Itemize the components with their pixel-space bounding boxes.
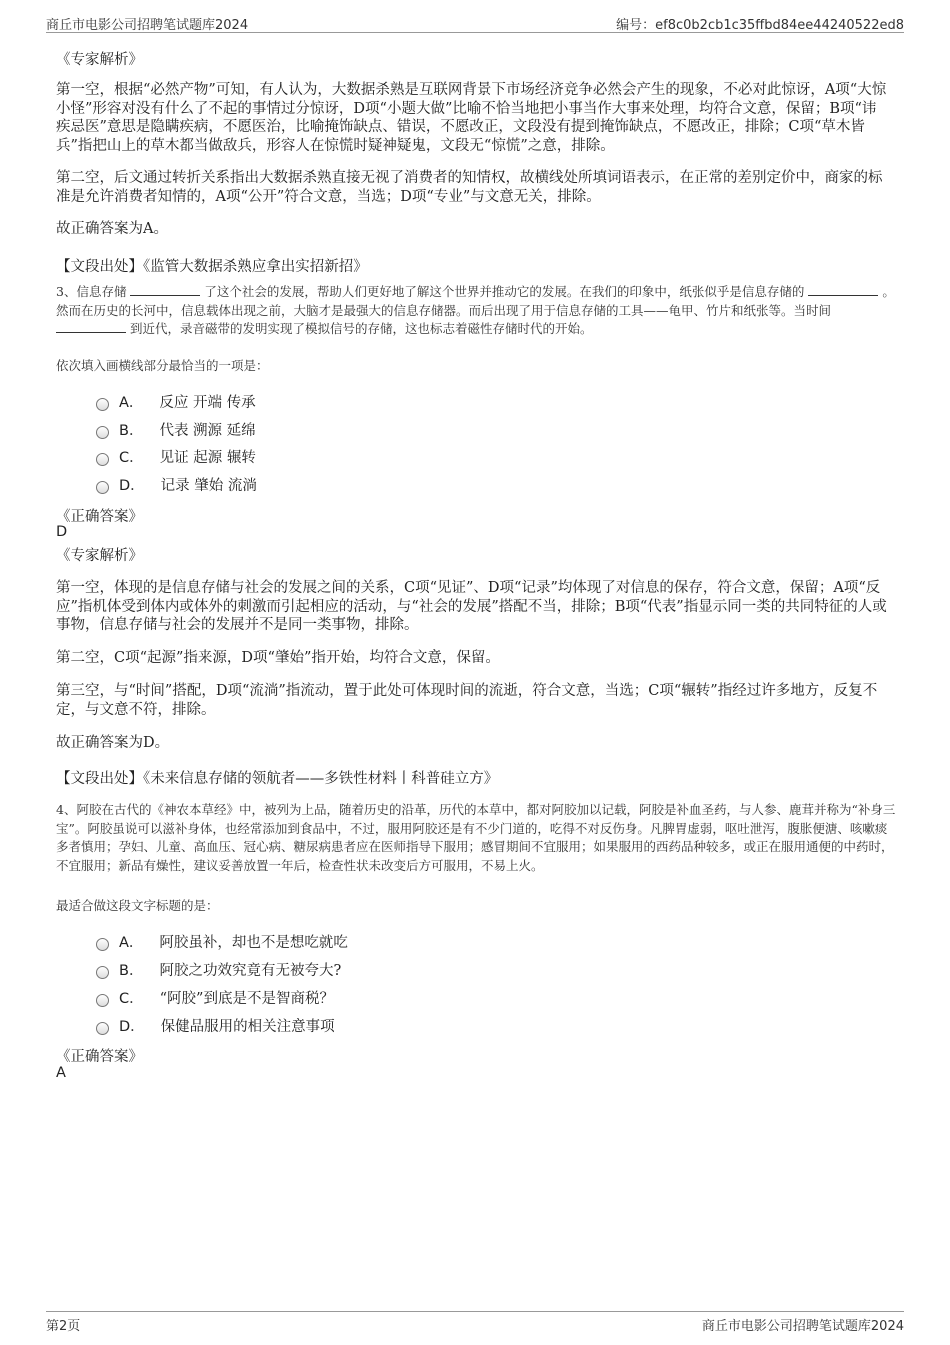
stem-text: 到近代，录音磁带的发明实现了模拟信号的存储，这也标志着磁性存储时代的开始。	[129, 321, 593, 336]
option-c[interactable]	[96, 446, 256, 467]
answer-conclusion: 故正确答案为A。	[56, 221, 168, 237]
source-citation: 【文段出处】《监管大数据杀熟应拿出实招新招》	[56, 259, 368, 275]
analysis-label: 《专家解析》	[56, 52, 143, 68]
analysis-paragraph: 第一空，体现的是信息存储与社会的发展之间的关系，C项“见证”、D项“记录”均体现了对信息的保存，符合文意，保留；A项“反应”指机体受到体内或体外的刺激而引起相应的活动，与“社会的发展”搭配不当，排除；B项“代表”指显示同一类的共同特征的人或事物，信息存储与社会的发展并不是同一类事物，排除。	[56, 580, 887, 633]
page-number: 第2页	[46, 1319, 81, 1334]
option-text: 阿胶虽补，却也不是想吃就吃	[159, 935, 348, 951]
option-d[interactable]	[96, 474, 257, 495]
question-stem: 4、阿胶在古代的《神农本草经》中，被列为上品，随着历史的沿革，历代的本草中，都对阿胶加以记载，阿胶是补血圣药，与人参、鹿茸并称为“补身三宝”。阿胶虽说可以滋补身体，也经常添加到食品中，不过，服用阿胶还是有不少门道的，吃得不对反伤身。凡脾胃虚弱，呕吐泄泻，腹胀便溏、咳嗽痰多者慎用；孕妇、儿童、高血压、冠心病、糖尿病患者应在医师指导下服用；感冒期间不宜服用；如果服用的西药品种较多，或正在服用通便的中药时，不宜服用；新品有燥性，建议妥善放置一年后，检查性状未改变后方可服用，不易上火。	[56, 802, 896, 873]
answer-conclusion: 故正确答案为D。	[56, 735, 170, 751]
analysis-paragraph: 第三空，与“时间”搭配，D项“流淌”指流动，置于此处可体现时间的流逝，符合文意，当选；C项“辗转”指经过许多地方，反复不定，与文意不符，排除。	[56, 683, 878, 718]
radio-icon[interactable]	[96, 938, 109, 951]
option-key: B．	[119, 423, 144, 439]
stem-text: 3、信息存储	[56, 284, 127, 299]
radio-icon[interactable]	[96, 481, 109, 494]
radio-icon[interactable]	[96, 966, 109, 979]
option-text: 保健品服用的相关注意事项	[160, 1019, 335, 1035]
option-key: B．	[119, 963, 144, 979]
answer-value: D	[56, 524, 68, 540]
header-title: 商丘市电影公司招聘笔试题库2024	[46, 18, 249, 33]
header-serial: 编号：ef8c0b2cb1c35ffbd84ee44240522ed8	[616, 18, 904, 33]
answer-label: 《正确答案》	[56, 1049, 143, 1065]
option-d[interactable]	[96, 1015, 335, 1036]
page-footer	[46, 1311, 904, 1334]
option-text: 阿胶之功效究竟有无被夸大?	[159, 963, 342, 979]
question-prompt: 依次填入画横线部分最恰当的一项是：	[56, 358, 269, 373]
option-a[interactable]	[96, 931, 348, 952]
radio-icon[interactable]	[96, 426, 109, 439]
option-b[interactable]	[96, 419, 256, 440]
option-text: 代表 溯源 延绵	[159, 423, 256, 439]
radio-icon[interactable]	[96, 994, 109, 1007]
option-key: A．	[119, 935, 144, 951]
option-key: D．	[119, 478, 145, 494]
option-key: C．	[119, 450, 144, 466]
option-text: “阿胶”到底是不是智商税？	[159, 991, 334, 1007]
stem-text: 了这个社会的发展，帮助人们更好地了解这个世界并推动它的发展。在我们的印象中，纸张似乎是信息存储的	[204, 284, 805, 299]
analysis-paragraph: 第二空，后文通过转折关系指出大数据杀熟直接无视了消费者的知情权，故横线处所填词语表示，在正常的差别定价中，商家的标准是允许消费者知情的，A项“公开”符合文意，当选；D项“专业”与文意无关，排除。	[56, 170, 883, 205]
radio-icon[interactable]	[96, 398, 109, 411]
question-prompt: 最适合做这段文字标题的是：	[56, 898, 219, 913]
fill-blank	[130, 283, 200, 296]
analysis-paragraph: 第一空，根据“必然产物”可知，有人认为，大数据杀熟是互联网背景下市场经济竞争必然会产生的现象，不必对此惊讶，A项“大惊小怪”形容对没有什么了不起的事情过分惊讶，D项“小题大做”比喻不恰当地把小事当作大事来处理，均符合文意，保留；B项“讳疾忌医”意思是隐瞒疾病，不愿医治，比喻掩饰缺点、错误，不愿改正，文段没有提到掩饰缺点，不愿改正，排除；C项“草木皆兵”指把山上的草木都当做敌兵，形容人在惊慌时疑神疑鬼，文段无“惊慌”之意，排除。	[56, 82, 887, 154]
answer-label: 《正确答案》	[56, 509, 143, 525]
radio-icon[interactable]	[96, 1022, 109, 1035]
radio-icon[interactable]	[96, 453, 109, 466]
analysis-label: 《专家解析》	[56, 548, 143, 564]
source-citation: 【文段出处】《未来信息存储的领航者——多铁性材料丨科普硅立方》	[56, 771, 499, 787]
page-header	[46, 12, 904, 33]
option-text: 见证 起源 辗转	[159, 450, 256, 466]
option-text: 记录 肇始 流淌	[160, 478, 257, 494]
option-text: 反应 开端 传承	[159, 395, 256, 411]
option-key: C．	[119, 991, 144, 1007]
footer-title: 商丘市电影公司招聘笔试题库2024	[701, 1319, 904, 1334]
fill-blank	[56, 320, 126, 333]
option-c[interactable]	[96, 987, 334, 1008]
option-key: A．	[119, 395, 144, 411]
answer-value: A	[56, 1065, 66, 1081]
option-b[interactable]	[96, 959, 341, 980]
option-a[interactable]	[96, 391, 256, 412]
question-stem	[56, 283, 896, 339]
fill-blank	[808, 283, 878, 296]
analysis-paragraph: 第二空，C项“起源”指来源，D项“肇始”指开始，均符合文意，保留。	[56, 650, 500, 666]
option-key: D．	[119, 1019, 145, 1035]
stem-text: 。然而在历史的长河中，信息载体出现之前，大脑才是最强大的信息存储器。而后出现了用于信息存储的工具——龟甲、竹片和纸张等。当时间	[56, 284, 895, 318]
